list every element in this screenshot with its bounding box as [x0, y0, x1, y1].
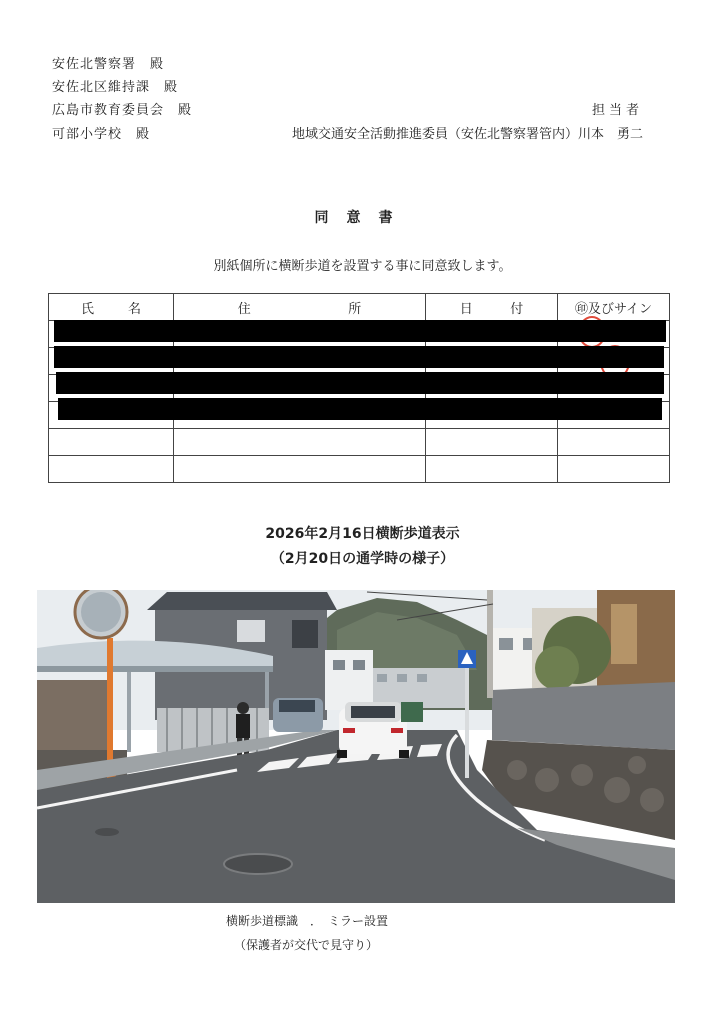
redaction-bar — [58, 398, 662, 420]
responsible-name: 地域交通安全活動推進委員（安佐北警察署管内）川本 勇二 — [291, 127, 643, 142]
header-address-part: 住 — [237, 301, 251, 317]
photo-title-line2: （2月20日の通学時の様子） — [270, 551, 455, 567]
header-date-part: 日 — [459, 301, 473, 317]
header-address-part: 所 — [348, 301, 362, 317]
addressee-police: 安佐北警察署 殿 — [52, 57, 165, 72]
header-date — [426, 294, 558, 321]
table-row — [49, 429, 670, 456]
redaction-bar — [56, 372, 664, 394]
redaction-bar — [54, 320, 666, 342]
header-address — [174, 294, 426, 321]
header-name-part: 名 — [127, 301, 141, 317]
addressee-ward-maintenance: 安佐北区維持課 殿 — [52, 80, 179, 95]
header-name-part: 氏 — [80, 301, 94, 317]
addressee-school: 可部小学校 殿 — [52, 127, 151, 142]
table-header-row — [49, 294, 670, 321]
consent-statement: 別紙個所に横断歩道を設置する事に同意致します。 — [213, 259, 512, 274]
document-title: 同意書 — [314, 210, 411, 226]
photo-title-line1: 2026年2月16日横断歩道表示 — [265, 526, 460, 542]
header-seal-signature: ㊞及びサイン — [558, 294, 670, 321]
redaction-bar — [54, 346, 664, 368]
addressee-board-of-education: 広島市教育委員会 殿 — [52, 103, 193, 118]
photo-caption-line2: （保護者が交代で見守り） — [234, 938, 379, 952]
header-date-part: 付 — [510, 301, 524, 317]
photo-caption-line1: 横断歩道標識 ． ミラー設置 — [226, 914, 389, 928]
header-name — [49, 294, 174, 321]
crosswalk-photo — [37, 590, 675, 903]
responsible-label: 担当者 — [591, 103, 643, 118]
table-row — [49, 456, 670, 483]
